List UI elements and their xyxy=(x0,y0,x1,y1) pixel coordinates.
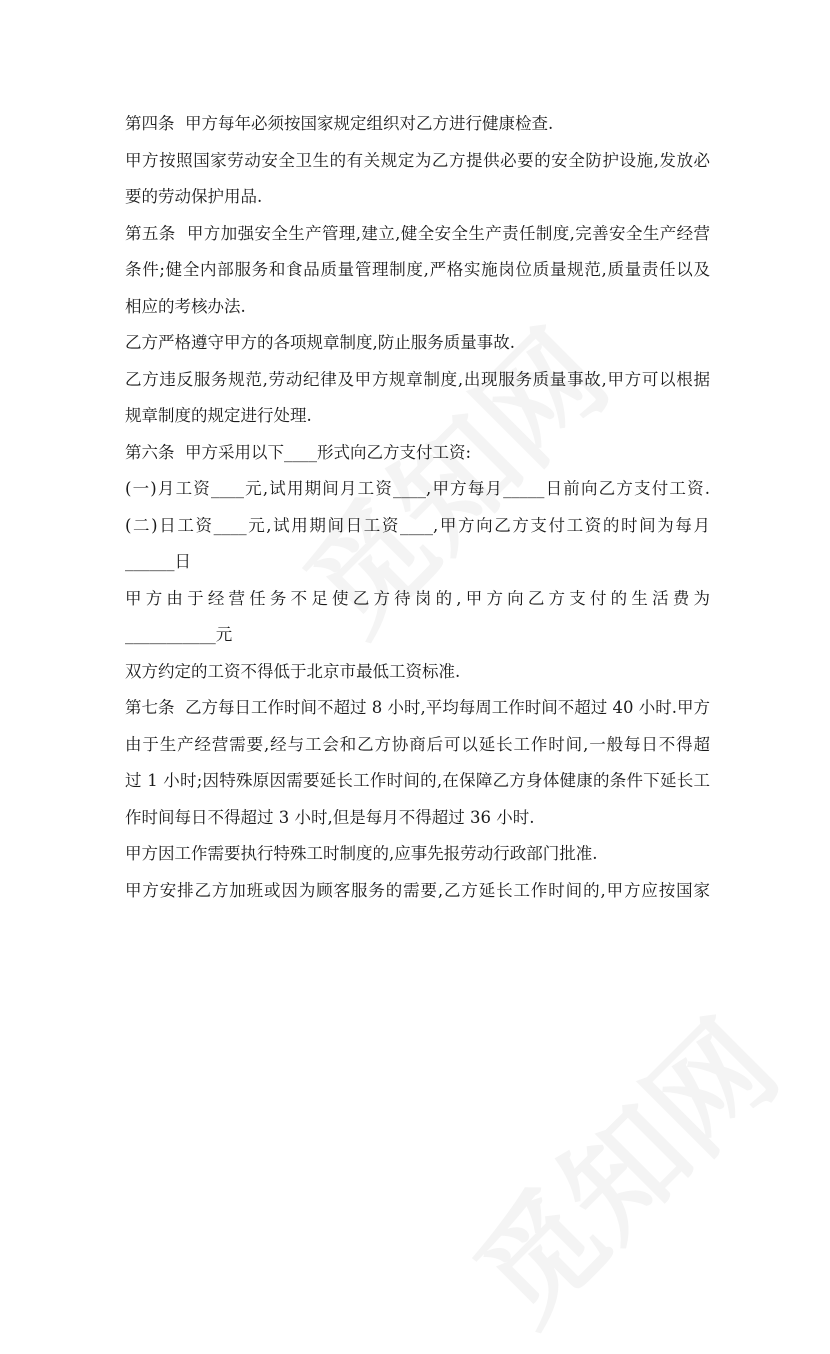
text-line: 要的劳动保护用品. xyxy=(125,187,263,206)
text-line: 甲方按照国家劳动安全卫生的有关规定为乙方提供必要的安全防护设施,发放必 xyxy=(125,150,710,170)
text-line: 作时间每日不得超过 3 小时,但是每月不得超过 36 小时. xyxy=(125,807,535,827)
article-7-heading-line: 第七条 乙方每日工作时间不超过 8 小时,平均每周工作时间不超过 40 小时.甲方 xyxy=(125,698,710,717)
article-6-heading-line: 第六条 甲方采用以下____形式向乙方支付工资: xyxy=(125,442,472,462)
text-line: 乙方严格遵守甲方的各项规章制度,防止服务质量事故. xyxy=(125,333,515,352)
text-line: 甲方由于经营任务不足使乙方待岗的,甲方向乙方支付的生活费为 xyxy=(125,588,710,608)
text-line: ______日 xyxy=(125,552,191,571)
text-line: (二)日工资____元,试用期间日工资____,甲方向乙方支付工资的时间为每月 xyxy=(125,515,710,535)
text-line: 条件;健全内部服务和食品质量管理制度,严格实施岗位质量规范,质量责任以及 xyxy=(125,260,710,279)
text-line: 甲方安排乙方加班或因为顾客服务的需要,乙方延长工作时间的,甲方应按国家 xyxy=(125,880,710,900)
article-4-heading-line: 第四条 甲方每年必须按国家规定组织对乙方进行健康检查. xyxy=(125,114,554,133)
text-line: 过 1 小时;因特殊原因需要延长工作时间的,在保障乙方身体健康的条件下延长工 xyxy=(125,771,710,790)
text-line: 规章制度的规定进行处理. xyxy=(125,406,312,425)
text-line: 相应的考核办法. xyxy=(125,296,246,316)
text-line: 由于生产经营需要,经与工会和乙方协商后可以延长工作时间,一般每日不得超 xyxy=(125,734,710,754)
text-line: 双方约定的工资不得低于北京市最低工资标准. xyxy=(125,661,461,681)
document-body xyxy=(125,106,710,909)
text-line: (一)月工资____元,试用期间月工资____,甲方每月_____日前向乙方支付工资. xyxy=(125,479,710,498)
article-5-heading-line: 第五条 甲方加强安全生产管理,建立,健全安全生产责任制度,完善安全生产经营 xyxy=(125,223,710,243)
watermark xyxy=(432,978,808,1354)
text-line: ___________元 xyxy=(125,625,233,644)
text-line: 乙方违反服务规范,劳动纪律及甲方规章制度,出现服务质量事故,甲方可以根据 xyxy=(125,369,710,389)
text-line: 甲方因工作需要执行特殊工时制度的,应事先报劳动行政部门批准. xyxy=(125,844,598,863)
